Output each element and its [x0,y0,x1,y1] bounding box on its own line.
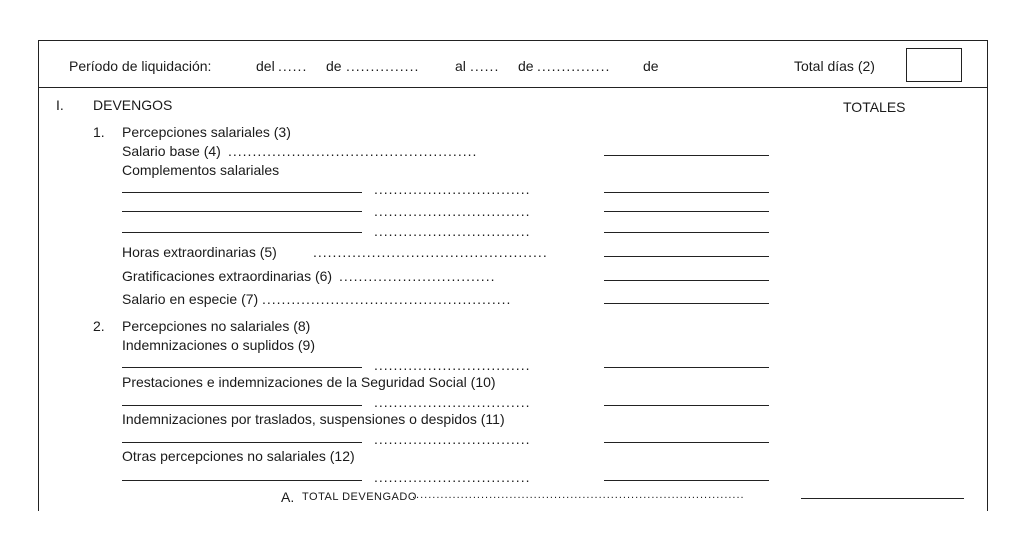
total-days-label: Total días (2) [794,58,875,74]
indemnizaciones-amount-field[interactable] [604,367,769,368]
otras-amount-field[interactable] [604,480,769,481]
leader: ................................ [339,268,496,284]
total-days-box[interactable] [906,48,962,82]
total-devengado-label: TOTAL DEVENGADO [302,491,417,503]
especie-label: Salario en especie (7) [122,291,259,307]
salario-base-label: Salario base (4) [122,143,221,159]
section-number: I. [56,97,64,113]
leader: ................................ [374,431,531,447]
de1-field[interactable]: ............... [346,58,420,74]
complemento-concept-field[interactable] [122,232,362,233]
leader: ................................................... [262,291,512,307]
group2-number: 2. [93,318,105,334]
total-prefix: A. [281,489,295,505]
traslados-amount-field[interactable] [604,442,769,443]
complemento-amount-field[interactable] [604,192,769,193]
leader: ................................ [374,469,531,485]
indemnizaciones-concept-field[interactable] [122,367,362,368]
leader: ................................ [374,181,531,197]
complemento-amount-field[interactable] [604,211,769,212]
indemnizaciones-label: Indemnizaciones o suplidos (9) [122,337,315,353]
especie-field[interactable] [604,303,769,304]
period-label: Período de liquidación: [69,58,212,74]
gratificaciones-field[interactable] [604,280,769,281]
group1-title: Percepciones salariales (3) [122,124,291,140]
del-field[interactable]: ...... [278,58,308,74]
prestaciones-amount-field[interactable] [604,405,769,406]
leader: ................................ [374,203,531,219]
complemento-amount-field[interactable] [604,232,769,233]
del-label: del [256,58,275,74]
leader: .................................................................................. [412,489,745,501]
group1-number: 1. [93,124,105,140]
complemento-concept-field[interactable] [122,192,362,193]
otras-concept-field[interactable] [122,480,362,481]
de2-field[interactable]: ............... [537,58,611,74]
totals-header: TOTALES [843,99,906,115]
leader: ................................ [374,223,531,239]
section-title: DEVENGOS [93,97,173,113]
horas-label: Horas extraordinarias (5) [122,244,277,260]
prestaciones-concept-field[interactable] [122,405,362,406]
de3-label: de [643,58,659,74]
complementos-label: Complementos salariales [122,162,280,178]
leader: ................................................ [313,244,548,260]
leader: ................................ [374,394,531,410]
traslados-concept-field[interactable] [122,442,362,443]
group2-title: Percepciones no salariales (8) [122,318,311,334]
al-field[interactable]: ...... [470,58,500,74]
de2-label: de [518,58,534,74]
leader: ................................................... [228,143,478,159]
gratificaciones-label: Gratificaciones extraordinarias (6) [122,268,333,284]
prestaciones-label: Prestaciones e indemnizaciones de la Seguridad Social (10) [122,374,496,390]
complemento-concept-field[interactable] [122,211,362,212]
otras-label: Otras percepciones no salariales (12) [122,448,355,464]
horas-field[interactable] [604,256,769,257]
salario-base-field[interactable] [604,155,769,156]
total-devengado-field[interactable] [801,498,964,499]
al-label: al [455,58,466,74]
de1-label: de [326,58,342,74]
traslados-label: Indemnizaciones por traslados, suspensiones o despidos (11) [122,411,505,427]
leader: ................................ [374,357,531,373]
